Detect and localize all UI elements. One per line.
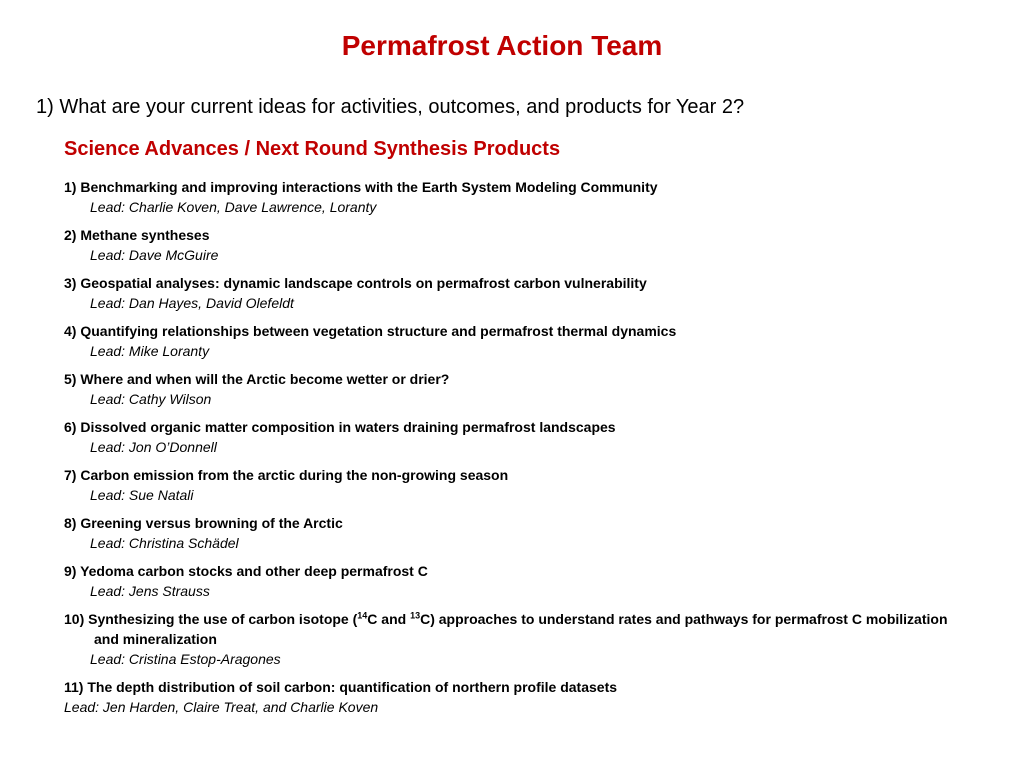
item-lead: Lead: Christina Schädel — [90, 535, 239, 551]
item-title: 2) Methane syntheses — [64, 227, 210, 243]
item-lead: Lead: Charlie Koven, Dave Lawrence, Loranty — [90, 199, 377, 215]
list-item — [64, 225, 1009, 265]
item-lead: Lead: Jens Strauss — [90, 583, 210, 599]
list-item — [64, 321, 1009, 361]
item-title: 7) Carbon emission from the arctic during the non-growing season — [64, 467, 509, 483]
item-lead: Lead: Jen Harden, Claire Treat, and Charlie Koven — [64, 699, 379, 715]
list-item — [64, 273, 1009, 313]
item-title: 1) Benchmarking and improving interactions with the Earth System Modeling Community — [64, 179, 658, 195]
list-item — [64, 677, 1009, 717]
isotope-superscript: 14 — [357, 610, 368, 621]
item-title: 6) Dissolved organic matter composition in waters draining permafrost landscapes — [64, 419, 616, 435]
item-title: 4) Quantifying relationships between vegetation structure and permafrost thermal dynamics — [64, 323, 677, 339]
slide-title: Permafrost Action Team — [341, 30, 663, 61]
list-item — [64, 369, 1009, 409]
item-lead: Lead: Mike Loranty — [90, 343, 210, 359]
item-title: 11) The depth distribution of soil carbon: quantification of northern profile datasets — [64, 679, 618, 695]
item-lead: Lead: Dave McGuire — [90, 247, 219, 263]
item-lead: Lead: Cristina Estop-Aragones — [90, 651, 281, 667]
item-title-part: 10) Synthesizing the use of carbon isotope ( — [64, 611, 358, 627]
item-lead: Lead: Dan Hayes, David Olefeldt — [90, 295, 294, 311]
item-lead: Lead: Sue Natali — [90, 487, 194, 503]
isotope-superscript: 13 — [410, 610, 421, 621]
list-item — [64, 417, 1009, 457]
item-title: 8) Greening versus browning of the Arctic — [64, 515, 343, 531]
item-title — [64, 609, 1009, 649]
item-title-part: C and — [367, 611, 411, 627]
list-item — [64, 513, 1009, 553]
section-subheading: Science Advances / Next Round Synthesis Products — [64, 138, 561, 160]
item-title-continuation: and mineralization — [94, 631, 217, 647]
item-title: 5) Where and when will the Arctic become wetter or drier? — [64, 371, 450, 387]
item-lead: Lead: Cathy Wilson — [90, 391, 212, 407]
question-text: 1) What are your current ideas for activities, outcomes, and products for Year 2? — [36, 96, 745, 118]
item-title: 9) Yedoma carbon stocks and other deep permafrost C — [64, 563, 428, 579]
product-list — [64, 177, 1009, 725]
list-item — [64, 465, 1009, 505]
item-lead: Lead: Jon O’Donnell — [90, 439, 217, 455]
list-item — [64, 609, 1009, 669]
list-item — [64, 561, 1009, 601]
item-title-part: C) approaches to understand rates and pathways for permafrost C mobilization — [420, 611, 948, 627]
item-title: 3) Geospatial analyses: dynamic landscape controls on permafrost carbon vulnerability — [64, 275, 647, 291]
list-item — [64, 177, 1009, 217]
